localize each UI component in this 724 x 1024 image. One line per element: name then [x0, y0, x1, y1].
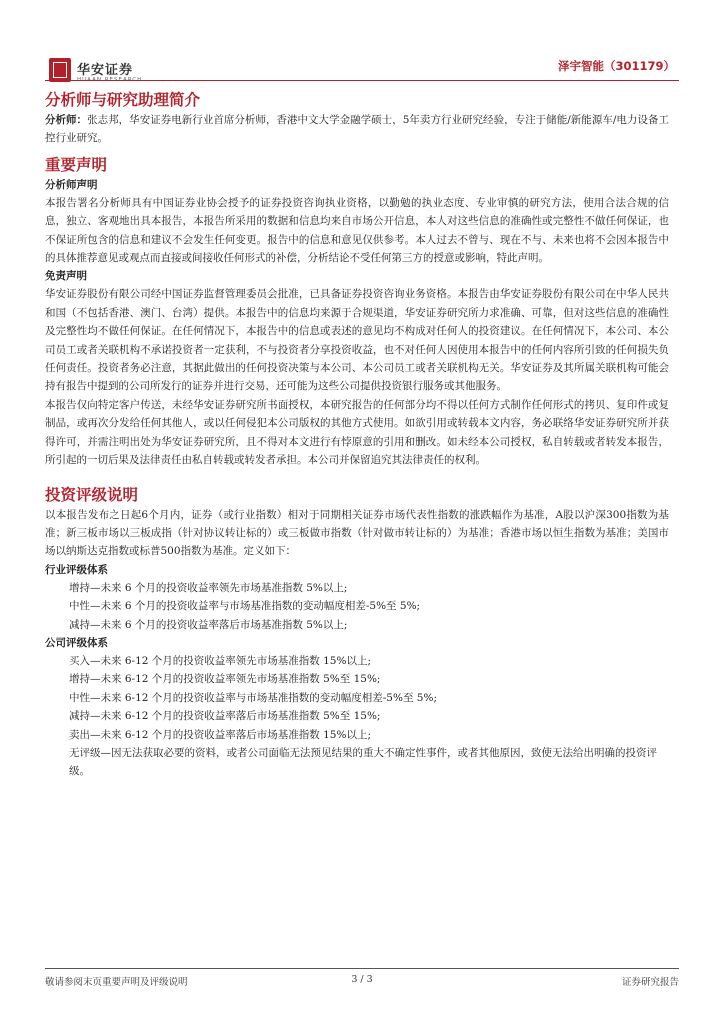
- footer-report-type: 证券研究报告: [621, 977, 679, 988]
- list-item: 中性—未来 6 个月的投资收益率与市场基准指数的变动幅度相差-5%至 5%;: [69, 600, 421, 613]
- analyst-statement-text: 本报告署名分析师具有中国证券业协会授予的证券投资咨询执业资格，以勤勉的执业态度、专业审慎的研究方法，使用合法合规的信息，独立、客观地出具本报告，本报告所采用的数据和信息均来自市场公开信息，本人对这些信息的准确性或完整性不做任何保证，也不保证所包含的信息和建议不会发生任何变更。报告中的信息和意见仅供参考。本人过去不曾与、现在不与、未来也将不会因本报告中的具体推荐意见或观点而直接或间接收任何形式的补偿，分析结论不受任何第三方的授意或影响，特此声明。: [45, 196, 669, 265]
- logo-subtext: HUAAN RESEARCH: [77, 77, 143, 83]
- list-item: 增持—未来 6 个月的投资收益率领先市场基准指数 5%以上;: [69, 581, 348, 594]
- list-item: 减持—未来 6-12 个月的投资收益率落后市场基准指数 5%至 15%;: [69, 710, 381, 723]
- rating-intro: 以本报告发布之日起6个月内，证券（或行业指数）相对于同期相关证券市场代表性指数的涨跌幅作为基准，A股以沪深300指数为基准；新三板市场以三板成指（针对协议转让标的）或三板做市指数（针对做市转让标的）为基准；香港市场以恒生指数为基准；美国市场以纳斯达克指数或标普500指数为基准。定义如下：: [45, 508, 669, 558]
- footer-divider: [45, 968, 679, 969]
- analyst-label: 分析师：: [45, 114, 88, 126]
- company-rating-list: [45, 652, 669, 781]
- page-header: [45, 52, 679, 88]
- list-item: 买入—未来 6-12 个月的投资收益率领先市场基准指数 15%以上;: [69, 654, 371, 667]
- list-item: 减持—未来 6 个月的投资收益率落后市场基准指数 5%以上;: [69, 618, 348, 631]
- industry-rating-list: [45, 579, 669, 634]
- exemption-paragraph-1: 华安证券股份有限公司经中国证券监督管理委员会批准，已具备证券投资咨询业务资格。本报告由华安证券股份有限公司在中华人民共和国（不包括香港、澳门、台湾）提供。本报告中的信息均来源于合规渠道，华安证券研究所力求准确、可靠，但对这些信息的准确性及完整性均不做任何保证。在任何情况下，本报告中的信息或表述的意见均不构成对任何人的投资建议。在任何情况下，本公司、本公司员工或者关联机构不承诺投资者一定获利，不与投资者分享投资收益，也不对任何人因使用本报告中的任何内容所引致的任何损失负任何责任。投资者务必注意，其据此做出的任何投资决策与本公司、本公司员工或者关联机构无关。华安证券及其所属关联机构可能会持有报告中提到的公司所发行的证券并进行交易，还可能为这些公司提供投资银行服务或其他服务。: [45, 288, 669, 393]
- list-item: 中性—未来 6-12 个月的投资收益率与市场基准指数的变动幅度相差-5%至 5%;: [69, 691, 438, 704]
- logo-text: 华安证券: [77, 63, 134, 78]
- huaan-logo-icon: [49, 58, 71, 82]
- industry-rating-heading: 行业评级体系: [45, 563, 108, 576]
- analyst-intro-heading: 分析师与研究助理简介: [45, 91, 201, 109]
- disclaimer-heading: 重要声明: [45, 155, 108, 174]
- analyst-intro-paragraph: [45, 111, 669, 148]
- stock-title: 泽宇智能（301179）: [557, 59, 675, 73]
- list-item: 无评级—因无法获取必要的资料，或者公司面临无法预见结果的重大不确定性事件，或者其他原因，致使无法给出明确的投资评级。: [69, 746, 657, 778]
- rating-heading: 投资评级说明: [45, 485, 139, 504]
- header-divider: [45, 80, 679, 81]
- list-item: 增持—未来 6-12 个月的投资收益率领先市场基准指数 5%至 15%;: [69, 673, 381, 686]
- exemption-heading: 免责声明: [45, 270, 87, 283]
- exemption-paragraph-2: 本报告仅向特定客户传送，未经华安证券研究所书面授权，本研究报告的任何部分均不得以任何方式制作任何形式的拷贝、复印件或复制品，或再次分发给任何其他人，或以任何侵犯本公司版权的其他方式使用。如欲引用或转载本文内容，务必联络华安证券研究所并获得许可，并需注明出处为华安证券研究所，且不得对本文进行有悖原意的引用和删改。如未经本公司授权，私自转载或者转发本报告，所引起的一切后果及法律责任由私自转载或转发者承担。本公司并保留追究其法律责任的权利。: [45, 398, 669, 467]
- footer-note: 敬请参阅末页重要声明及评级说明: [45, 977, 188, 988]
- company-rating-heading: 公司评级体系: [45, 636, 108, 649]
- page-number: 3 / 3: [351, 974, 373, 985]
- analyst-statement-heading: 分析师声明: [45, 178, 98, 191]
- analyst-intro-text: 张志邦，华安证券电新行业首席分析师，香港中文大学金融学硕士，5年卖方行业研究经验，专注于储能/新能源车/电力设备工控行业研究。: [45, 114, 669, 145]
- list-item: 卖出—未来 6-12 个月的投资收益率落后市场基准指数 15%以上;: [69, 728, 371, 741]
- page-content: [45, 89, 669, 781]
